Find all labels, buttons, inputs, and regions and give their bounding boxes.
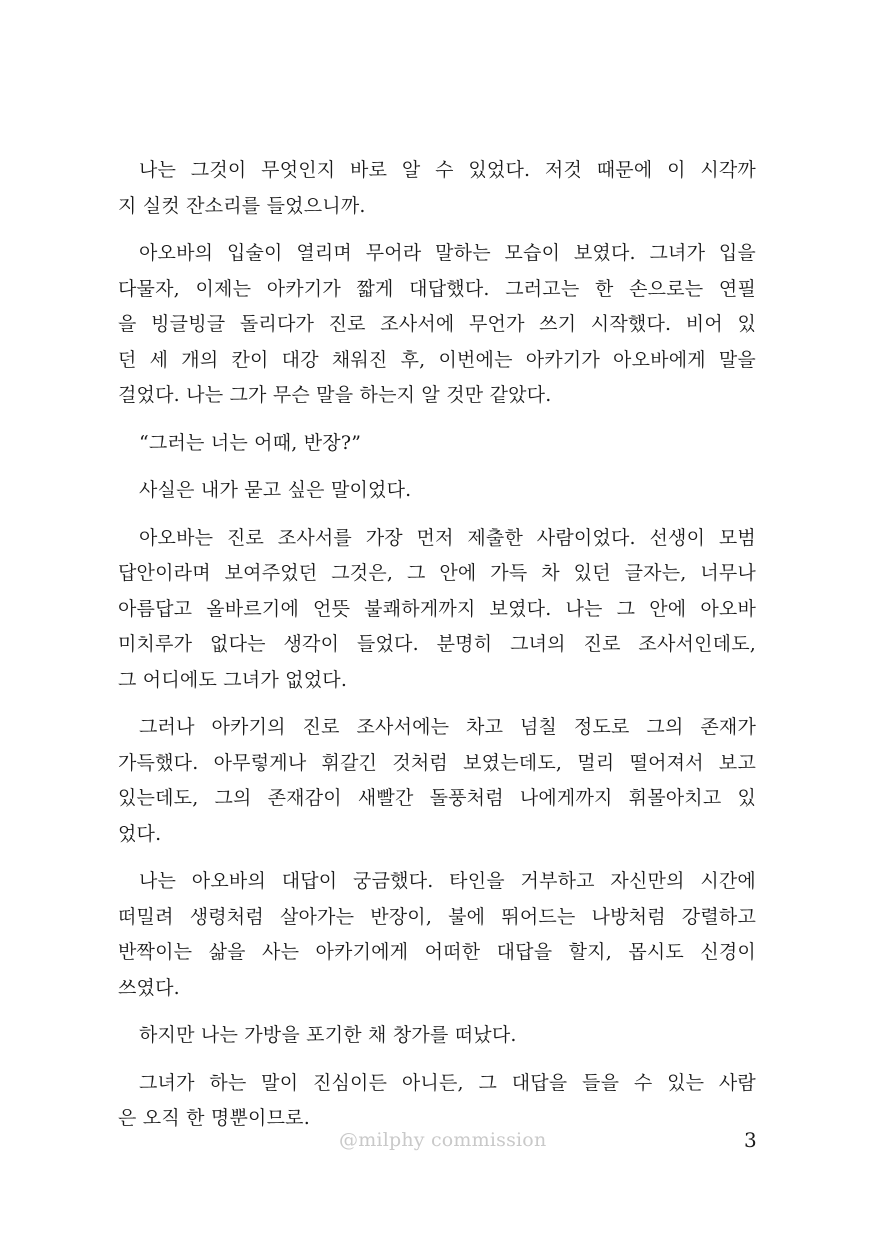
paragraph-4: [118, 473, 756, 509]
text-line: 은 오직 한 명뿐이므로.: [118, 1107, 310, 1129]
text-line: 아오바는 진로 조사서를 가장 먼저 제출한 사람이었다. 선생이 모범: [139, 526, 756, 549]
text-line: 있는데도, 그의 존재감이 새빨간 돌풍처럼 나에게까지 휘몰아치고 있: [118, 787, 756, 809]
text-line: 던 세 개의 칸이 대강 채워진 후, 이번에는 아카기가 아오바에게 말을: [118, 348, 756, 371]
text-line: 었다.: [118, 822, 162, 845]
text-line: 그러나 아카기의 진로 조사서에는 차고 넘칠 정도로 그의 존재가: [139, 716, 756, 738]
text-line: 나는 아오바의 대답이 궁금했다. 타인을 거부하고 자신만의 시간에: [139, 870, 756, 892]
text-line: 사실은 내가 묻고 싶은 말이었다.: [139, 479, 412, 501]
paragraph-1: [118, 153, 756, 224]
text-line: 쓰였다.: [118, 976, 180, 999]
text-line: 떠밀려 생령처럼 살아가는 반장이, 불에 뛰어드는 나방처럼 강렬하고: [118, 905, 756, 928]
text-line: 나는 그것이 무엇인지 바로 알 수 있었다. 저것 때문에 이 시각까: [139, 159, 756, 181]
paragraph-6: [118, 710, 756, 852]
text-line: 답안이라며 보여주었던 그것은, 그 안에 가득 차 있던 글자는, 너무나: [118, 562, 756, 584]
text-line: 걸었다. 나는 그가 무슨 말을 하는지 알 것만 같았다.: [118, 384, 552, 406]
paragraph-3: [118, 426, 756, 462]
text-line: 다물자, 이제는 아카기가 짧게 대답했다. 그러고는 한 손으로는 연필: [118, 277, 756, 300]
text-line: 가득했다. 아무렇게나 휘갈긴 것처럼 보였는데도, 멀리 떨어져서 보고: [118, 751, 756, 774]
paragraph-7: [118, 864, 756, 1006]
text-line: “그러는 너는 어때, 반장?”: [139, 431, 362, 454]
text-line: 그녀가 하는 말이 진심이든 아니든, 그 대답을 들을 수 있는 사람: [139, 1071, 756, 1094]
page-number: 3: [744, 1128, 757, 1152]
text-line: 그 어디에도 그녀가 없었다.: [118, 668, 348, 691]
watermark: @milphy commission: [339, 1129, 547, 1151]
text-line: 아름답고 올바르기에 언뜻 불쾌하게까지 보였다. 나는 그 안에 아오바: [118, 597, 756, 620]
paragraph-5: [118, 521, 756, 699]
paragraph-2: [118, 236, 756, 414]
text-line: 반짝이는 삶을 사는 아카기에게 어떠한 대답을 할지, 몹시도 신경이: [118, 941, 756, 963]
paragraph-8: [118, 1018, 756, 1054]
paragraph-9: [118, 1066, 756, 1137]
text-line: 지 실컷 잔소리를 들었으니까.: [118, 194, 366, 217]
text-line: 하지만 나는 가방을 포기한 채 창가를 떠났다.: [139, 1024, 517, 1046]
text-line: 미치루가 없다는 생각이 들었다. 분명히 그녀의 진로 조사서인데도,: [118, 633, 756, 655]
text-line: 아오바의 입술이 열리며 무어라 말하는 모습이 보였다. 그녀가 입을: [139, 242, 756, 264]
text-line: 을 빙글빙글 돌리다가 진로 조사서에 무언가 쓰기 시작했다. 비어 있: [118, 313, 756, 335]
body-text: [118, 153, 756, 1149]
